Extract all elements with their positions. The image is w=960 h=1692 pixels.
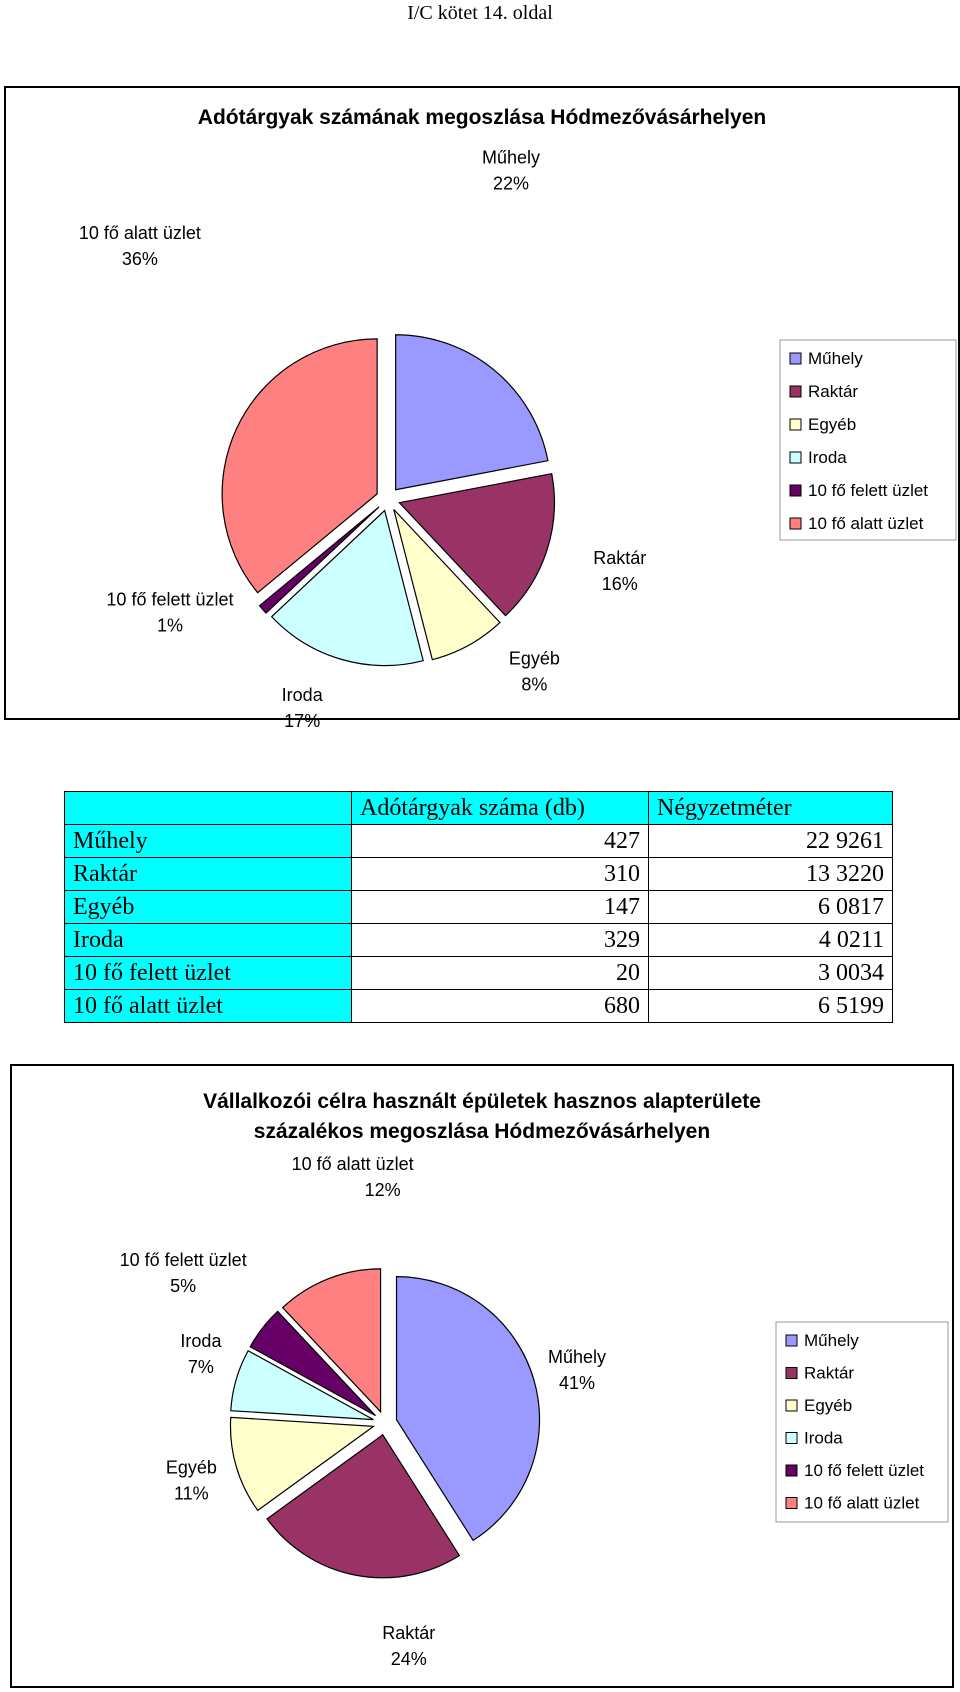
pie-chart-2 (12, 1066, 952, 1686)
slice-label-10-fo-felett-uzlet: 10 fő felett üzlet (106, 589, 234, 610)
legend-swatch-muhely (786, 1335, 797, 1346)
slice-percent-muhely: 22% (493, 173, 530, 194)
table-header-cell (65, 792, 352, 825)
legend-swatch-10-fo-alatt-uzlet (786, 1498, 797, 1509)
slice-percent-10-fo-alatt-uzlet: 36% (121, 249, 158, 270)
table-row (65, 858, 893, 891)
data-table (64, 791, 893, 1023)
slice-label-10-fo-alatt-uzlet: 10 fő alatt üzlet (78, 223, 201, 244)
slice-percent-10-fo-alatt-uzlet: 12% (364, 1179, 401, 1200)
table-cell: 680 (352, 990, 649, 1023)
table-header-cell: Négyzetméter (649, 792, 893, 825)
chart-title: Vállalkozói célra használt épületek hasznos alapterülete (203, 1090, 761, 1113)
table-row-label: Egyéb (65, 891, 352, 924)
table-cell: 22 9261 (649, 825, 893, 858)
slice-percent-10-fo-felett-uzlet: 1% (156, 615, 183, 636)
table-row (65, 924, 893, 957)
legend-entry-raktar: Raktár (804, 1363, 855, 1383)
legend-box (776, 1322, 948, 1522)
pie-chart-2-frame (10, 1064, 954, 1688)
legend-entry-iroda: Iroda (808, 448, 847, 467)
table-cell: 3 0034 (649, 957, 893, 990)
legend-entry-muhely: Műhely (808, 349, 863, 368)
slice-label-muhely: Műhely (548, 1347, 607, 1368)
table-row-label: Iroda (65, 924, 352, 957)
table-row (65, 957, 893, 990)
legend-swatch-10-fo-felett-uzlet (790, 485, 801, 496)
table-cell: 6 0817 (649, 891, 893, 924)
table-row (65, 825, 893, 858)
slice-label-iroda: Iroda (281, 685, 323, 706)
slice-label-10-fo-felett-uzlet: 10 fő felett üzlet (119, 1250, 247, 1271)
table-header-row (65, 792, 893, 825)
slice-percent-10-fo-felett-uzlet: 5% (170, 1276, 197, 1297)
table-row-label: 10 fő alatt üzlet (65, 990, 352, 1023)
table-cell: 6 5199 (649, 990, 893, 1023)
legend-entry-muhely: Műhely (804, 1331, 859, 1350)
slice-percent-raktar: 24% (390, 1649, 427, 1670)
legend-entry-10-fo-felett-uzlet: 10 fő felett üzlet (804, 1461, 925, 1480)
slice-percent-iroda: 17% (284, 711, 321, 732)
table-cell: 13 3220 (649, 858, 893, 891)
legend-swatch-raktar (786, 1368, 797, 1379)
legend-swatch-10-fo-alatt-uzlet (790, 518, 801, 529)
legend-entry-egyeb: Egyéb (808, 415, 857, 434)
table-cell: 427 (352, 825, 649, 858)
table-cell: 4 0211 (649, 924, 893, 957)
table-row-label: Raktár (65, 858, 352, 891)
slice-percent-egyeb: 8% (521, 674, 548, 695)
page-header: I/C kötet 14. oldal (407, 2, 553, 24)
legend-swatch-muhely (790, 353, 801, 364)
legend-swatch-raktar (790, 386, 801, 397)
legend-swatch-egyeb (786, 1400, 797, 1411)
slice-label-10-fo-alatt-uzlet: 10 fő alatt üzlet (291, 1153, 414, 1174)
table-cell: 20 (352, 957, 649, 990)
table-row (65, 891, 893, 924)
table-row-label: Műhely (65, 825, 352, 858)
table-cell: 329 (352, 924, 649, 957)
slice-label-raktar: Raktár (593, 547, 647, 568)
slice-percent-egyeb: 11% (173, 1483, 209, 1504)
legend-entry-10-fo-alatt-uzlet: 10 fő alatt üzlet (804, 1493, 920, 1513)
slice-label-iroda: Iroda (180, 1331, 222, 1352)
pie-chart-1-frame (4, 86, 960, 732)
slice-label-muhely: Műhely (482, 147, 541, 168)
slice-percent-muhely: 41% (559, 1373, 596, 1394)
legend-entry-10-fo-alatt-uzlet: 10 fő alatt üzlet (808, 514, 924, 533)
legend-entry-egyeb: Egyéb (804, 1396, 853, 1415)
legend-box (780, 340, 956, 540)
pie-chart-1 (6, 88, 958, 732)
slice-label-egyeb: Egyéb (165, 1457, 217, 1478)
legend-swatch-10-fo-felett-uzlet (786, 1465, 797, 1476)
slice-label-egyeb: Egyéb (508, 648, 560, 669)
legend-swatch-iroda (790, 452, 801, 463)
legend-entry-10-fo-felett-uzlet: 10 fő felett üzlet (808, 481, 929, 500)
slice-label-raktar: Raktár (382, 1623, 436, 1644)
chart-title: Adótárgyak számának megoszlása Hódmezővásárhelyen (197, 106, 767, 129)
legend-swatch-egyeb (790, 419, 801, 430)
slice-percent-iroda: 7% (187, 1357, 214, 1378)
table-cell: 147 (352, 891, 649, 924)
legend-swatch-iroda (786, 1433, 797, 1444)
legend-entry-iroda: Iroda (804, 1428, 843, 1448)
pie-slice-muhely (396, 335, 548, 490)
table-row-label: 10 fő felett üzlet (65, 957, 352, 990)
slice-percent-raktar: 16% (601, 573, 638, 594)
table-cell: 310 (352, 858, 649, 891)
table-header-cell: Adótárgyak száma (db) (352, 792, 649, 825)
table-row (65, 990, 893, 1023)
legend-entry-raktar: Raktár (808, 382, 859, 401)
chart-title: százalékos megoszlása Hódmezővásárhelyen (253, 1120, 711, 1143)
